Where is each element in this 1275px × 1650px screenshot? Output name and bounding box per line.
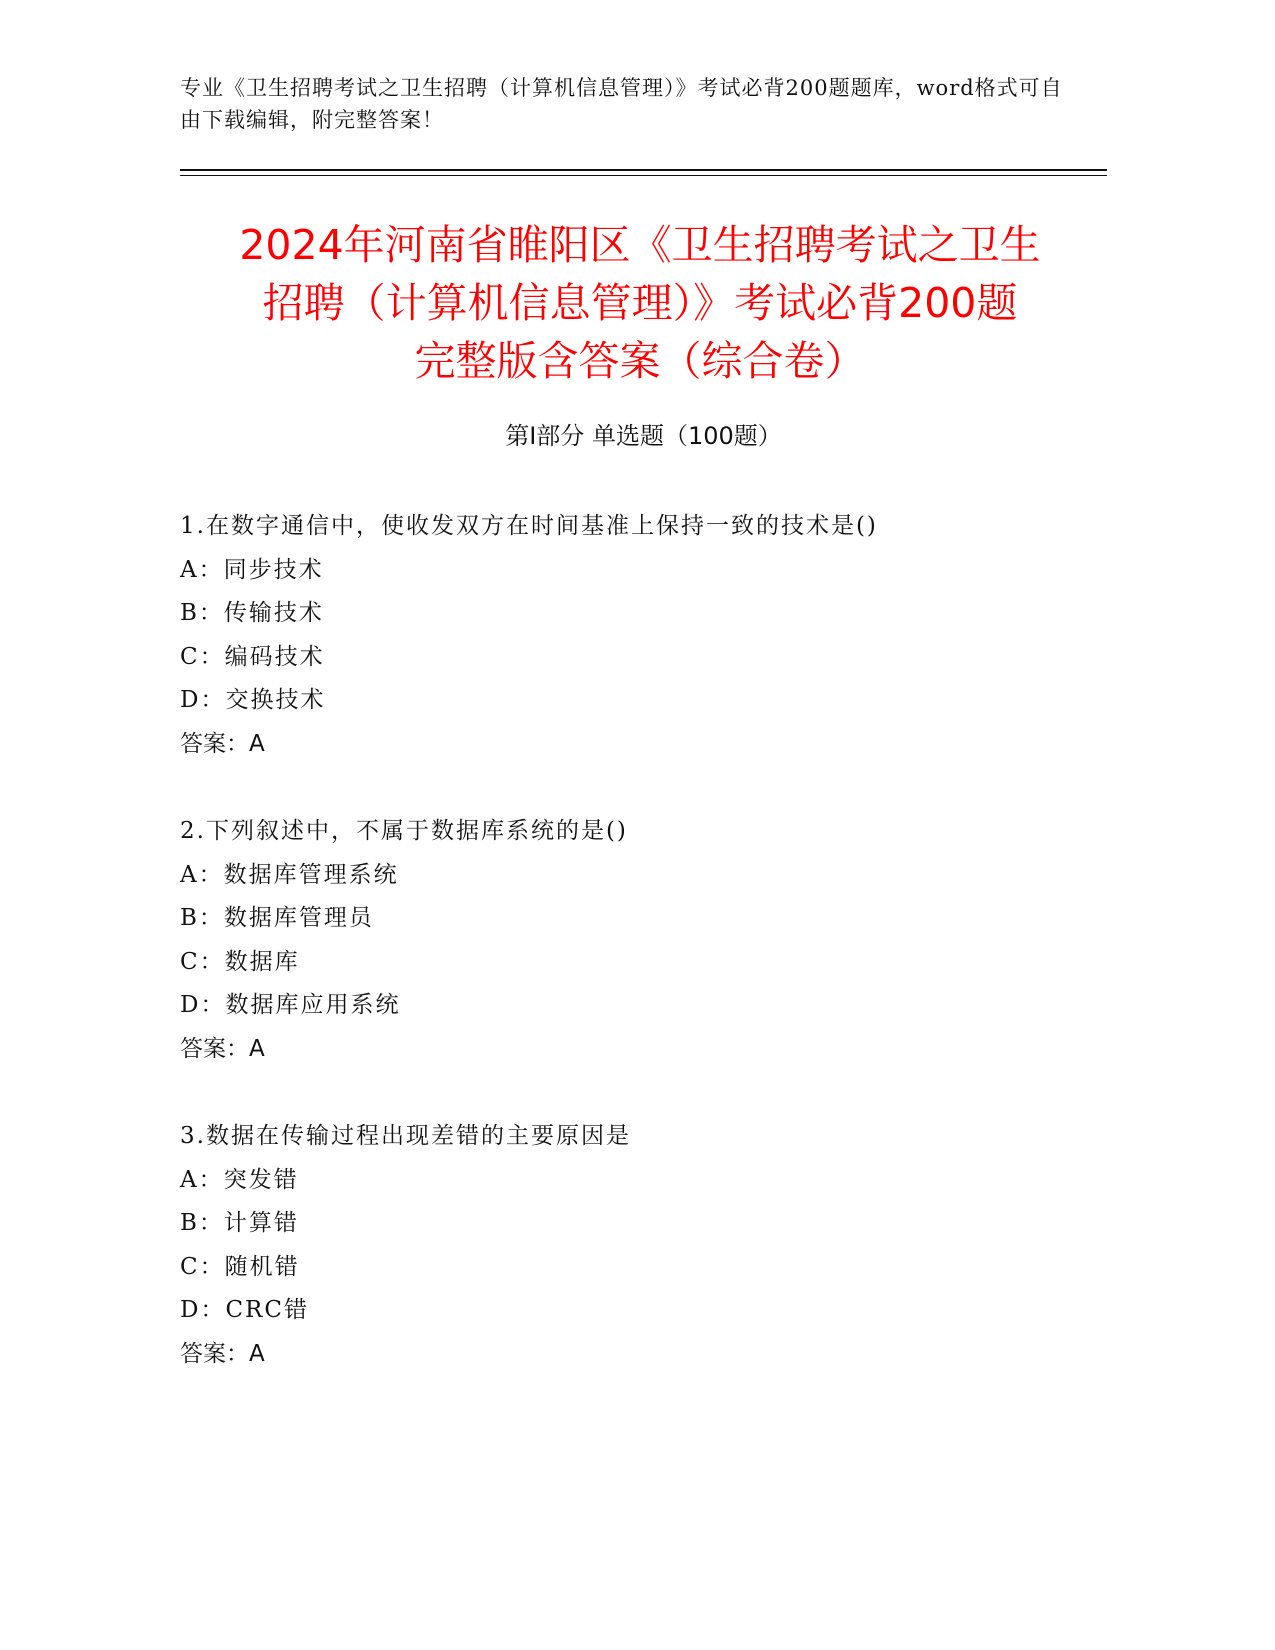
option-b: B：传输技术 (180, 600, 324, 626)
title-line-1: 2024年河南省睢阳区《卫生招聘考试之卫生 (239, 221, 1041, 269)
question-1 (180, 505, 1107, 810)
option-a: A：同步技术 (180, 556, 324, 583)
header-rule-thin (180, 175, 1107, 176)
option-c: C：随机错 (180, 1253, 300, 1280)
option-d: D：CRC错 (180, 1297, 309, 1323)
question-stem: 1.在数字通信中，使收发双方在时间基准上保持一致的技术是() (180, 513, 878, 539)
option-b: B：计算错 (180, 1210, 299, 1236)
option-a: A：数据库管理系统 (180, 861, 399, 888)
option-a: A：突发错 (180, 1166, 299, 1193)
title-line-3: 完整版含答案（综合卷） (414, 337, 866, 385)
answer: 答案：A (180, 1035, 265, 1062)
option-c: C：数据库 (180, 948, 300, 975)
question-stem: 3.数据在传输过程出现差错的主要原因是 (180, 1123, 631, 1149)
answer: 答案：A (180, 730, 265, 757)
answer: 答案：A (180, 1340, 265, 1367)
question-3 (180, 1115, 1107, 1420)
header-rule-thick (180, 169, 1107, 171)
option-d: D：数据库应用系统 (180, 992, 401, 1018)
option-d: D：交换技术 (180, 687, 326, 713)
option-c: C：编码技术 (180, 643, 325, 670)
section-title: 第Ⅰ部分 单选题（100题） (505, 422, 782, 450)
question-stem: 2.下列叙述中，不属于数据库系统的是() (180, 818, 628, 844)
option-b: B：数据库管理员 (180, 905, 374, 931)
title-line-2: 招聘（计算机信息管理）》考试必背200题 (262, 279, 1018, 327)
header-note: 专业《卫生招聘考试之卫生招聘（计算机信息管理）》考试必背200题题库，word格式可自由下载编辑，附完整答案！ (180, 76, 1063, 132)
document-title (160, 216, 1120, 390)
question-2 (180, 810, 1107, 1115)
question-list (180, 505, 1107, 1420)
